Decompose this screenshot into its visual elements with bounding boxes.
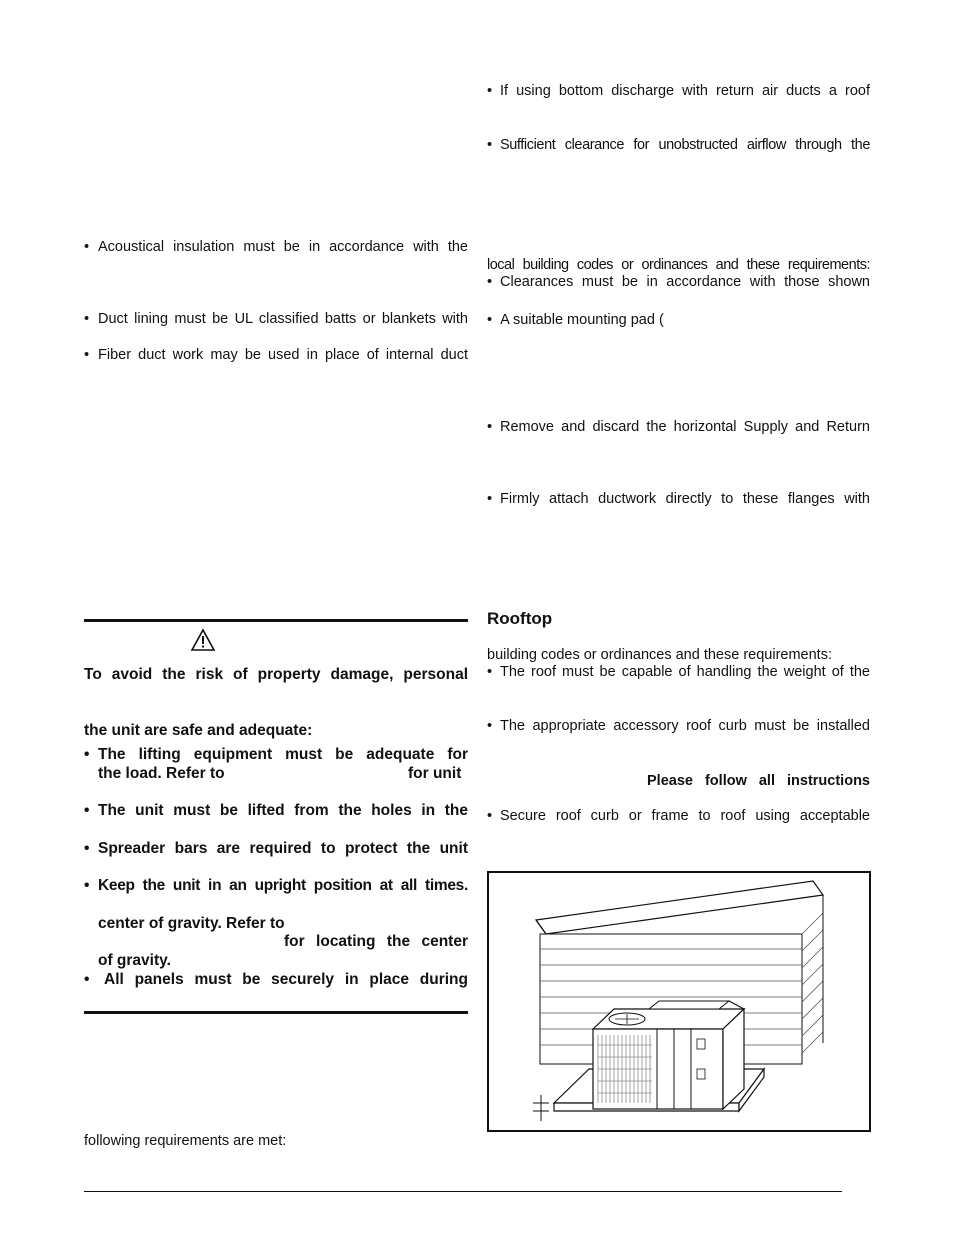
footer-rule [84,1191,842,1192]
bullet-fiber-duct: • Fiber duct work may be used in place of internal duct [84,347,468,363]
bullet-dot: • [84,311,90,327]
rooftop-unit-on-pad-illustration [489,873,869,1130]
bullet-dot: • [84,971,90,988]
bullet-roof-curb-installed: • The appropriate accessory roof curb must be installed [487,718,870,734]
bullet-dot: • [84,802,90,819]
warning-triangle-icon [190,628,216,652]
warning-item-upright-line2: center of gravity. Refer to [98,915,285,932]
warning-item-panels: • All panels must be securely in place during [84,971,468,988]
local-codes-line: local building codes or ordinances and these requirements: [487,257,870,273]
bullet-dot: • [487,83,493,99]
bullet-dot: • [84,877,90,894]
rooftop-intro: building codes or ordinances and these requirements: [487,647,832,663]
bullet-dot: • [487,491,493,507]
bullet-remove-flanges: • Remove and discard the horizontal Supply and Return [487,419,870,435]
warning-line-1: To avoid the risk of property damage, personal [84,666,468,683]
bullet-clearances: • Clearances must be in accordance with those shown [487,274,870,290]
bullet-dot: • [487,312,501,328]
warning-item-lifting-equipment: • The lifting equipment must be adequate for [84,746,468,763]
warning-bottom-rule [84,1011,468,1014]
bullet-roof-curb: • If using bottom discharge with return air ducts a roof [487,83,870,99]
warning-item-lifting-equipment-line2: the load. Refer to [98,765,225,782]
warning-item-spreader-bars: • Spreader bars are required to protect the unit [84,840,468,857]
warning-item-upright-line4: of gravity. [98,952,171,969]
warning-item-upright-line3: for locating the center [284,933,468,950]
bullet-dot: • [84,347,90,363]
bullet-roof-weight: • The roof must be capable of handling the weight of the [487,664,870,680]
warning-item-upright: • Keep the unit in an upright position at all times. [84,877,468,894]
bullet-dot: • [487,808,493,824]
bullet-attach-ductwork: • Firmly attach ductwork directly to these flanges with [487,491,870,507]
following-requirements-line: following requirements are met: [84,1133,287,1149]
bullet-dot: • [487,137,493,153]
bullet-acoustical-insulation: • Acoustical insulation must be in accordance with the [84,239,468,255]
warning-top-rule [84,619,468,622]
bullet-dot: • [84,239,90,255]
bullet-dot: • [487,274,493,290]
bullet-duct-lining: • Duct lining must be UL classified batts or blankets with [84,311,468,327]
warning-item-lifting-equipment-line2-end: for unit [408,765,462,782]
bullet-dot: • [487,419,493,435]
rooftop-unit-figure [487,871,871,1132]
warning-line-2: the unit are safe and adequate: [84,722,313,739]
warning-item-lift-holes: • The unit must be lifted from the holes in the [84,802,468,819]
bullet-mounting-pad: • A suitable mounting pad ( [487,312,664,328]
bullet-dot: • [487,664,493,680]
bullet-airflow-clearance: • Sufficient clearance for unobstructed airflow through the [487,137,870,153]
rooftop-note: Please follow all instructions [647,773,870,789]
bullet-dot: • [487,718,493,734]
bullet-dot: • [84,840,90,857]
rooftop-heading: Rooftop [487,609,553,628]
bullet-secure-curb: • Secure roof curb or frame to roof using acceptable [487,808,870,824]
bullet-dot: • [84,746,90,763]
